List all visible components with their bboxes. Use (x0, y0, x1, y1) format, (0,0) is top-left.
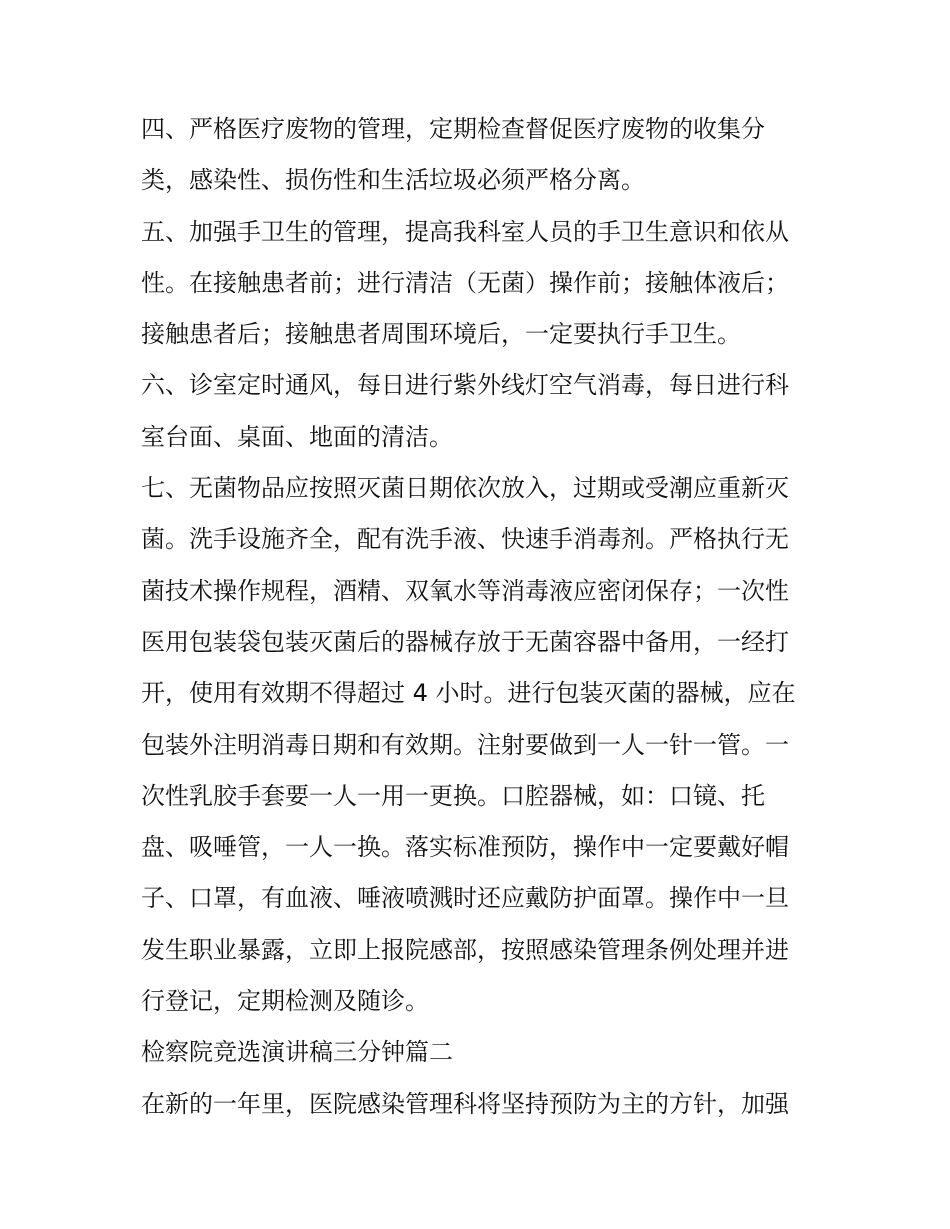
paragraph-line: 在新的一年里，医院感染管理科将坚持预防为主的方针，加强 (141, 1089, 789, 1118)
paragraph-line: 室台面、桌面、地面的清洁。 (141, 422, 453, 451)
paragraph-line: 四、严格医疗废物的管理，定期检查督促医疗废物的收集分 (141, 115, 765, 143)
paragraph-line: 发生职业暴露，立即上报院感部，按照感染管理条例处理并进 (141, 935, 789, 964)
paragraph-line: 盘、吸唾管，一人一换。落实标准预防，操作中一定要戴好帽 (141, 833, 789, 862)
section-heading: 检察院竞选演讲稿三分钟篇二 (141, 1038, 453, 1067)
paragraph-line: 七、无菌物品应按照灭菌日期依次放入，过期或受潮应重新灭 (141, 474, 789, 503)
paragraph-line: 六、诊室定时通风，每日进行紫外线灯空气消毒，每日进行科 (141, 371, 789, 400)
paragraph-line: 菌技术操作规程，酒精、双氧水等消毒液应密闭保存；一次性 (141, 576, 789, 605)
paragraph-line: 包装外注明消毒日期和有效期。注射要做到一人一针一管。一 (141, 730, 789, 759)
paragraph-line: 开，使用有效期不得超过 4 小时。进行包装灭菌的器械，应在 (141, 679, 796, 708)
document-body (141, 104, 821, 1130)
paragraph-line: 次性乳胶手套要一人一用一更换。口腔器械，如：口镜、托 (141, 781, 765, 810)
paragraph-line: 子、口罩，有血液、唾液喷溅时还应戴防护面罩。操作中一旦 (141, 884, 789, 913)
paragraph-line: 行登记，定期检测及随诊。 (141, 987, 429, 1016)
paragraph-line: 医用包装袋包装灭菌后的器械存放于无菌容器中备用，一经打 (141, 627, 789, 656)
paragraph-line: 类，感染性、损伤性和生活垃圾必须严格分离。 (141, 166, 645, 195)
paragraph-line: 接触患者后；接触患者周围环境后，一定要执行手卫生。 (141, 320, 741, 349)
paragraph-line: 五、加强手卫生的管理，提高我科室人员的手卫生意识和依从 (141, 217, 789, 246)
paragraph-line: 菌。洗手设施齐全，配有洗手液、快速手消毒剂。严格执行无 (141, 525, 789, 554)
paragraph-line: 性。在接触患者前；进行清洁（无菌）操作前；接触体液后； (141, 268, 789, 297)
